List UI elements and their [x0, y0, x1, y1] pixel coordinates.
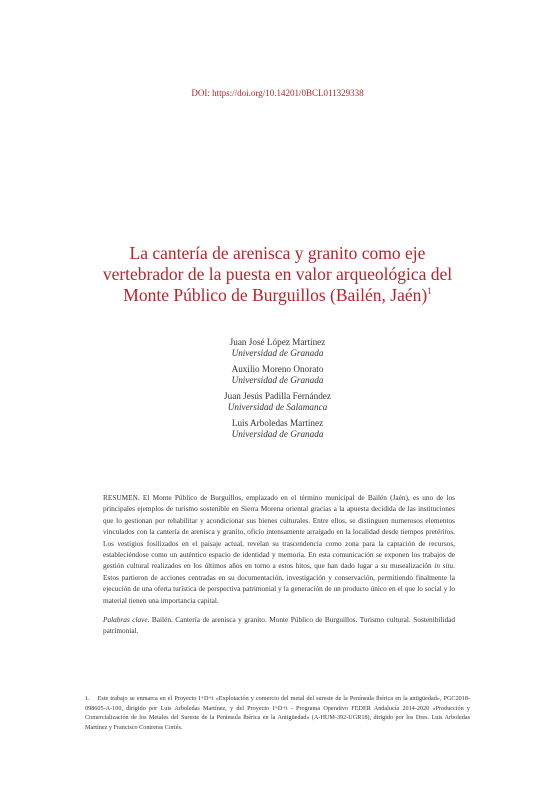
keywords-text: . Bailén. Cantería de arenisca y granito. Monte Público de Burguillos. Turismo cultural. Sostenibilidad patrimonial. — [103, 615, 455, 636]
abstract-italic-term: in situ — [434, 561, 454, 571]
abstract — [103, 492, 455, 606]
abstract-text-part2: . Estos partieron de acciones centradas en su documentación, investigación y conservación, permitiendo finalmente la ejecución de una oferta turística de perspectiva patrimonial y la generación de un producto único en el que lo social y lo material tienen una importancia capital. — [103, 561, 455, 605]
paper-title — [90, 243, 465, 306]
abstract-text-part1: RESUMEN. El Monte Público de Burguillos, emplazado en el término municipal de Bailén (Jaén), es uno de los principales ejemplos de turismo sostenible en Sierra Morena oriental gracias a la apuesta decidida de las instituciones que lo gestionan por rehabilitar y acondicionar sus bienes culturales. Entre ellos, se distinguen numerosos elementos vinculados con la cantería de arenisca y granito, oficio intensamente arraigado en la localidad desde tiempos pretéritos. Los vestigios fosilizados en el paisaje actual, revelan su trascendencia como zona para la captación de recursos, estableciéndose como un auténtico espacio de identidad y memoria. En esta comunicación se exponen los trabajos de gestión cultural realizados en los últimos años en torno a estos hitos, que han dado lugar a su musealización — [103, 493, 455, 571]
author-entry — [0, 391, 555, 413]
author-name: Luis Arboledas Martínez — [231, 418, 324, 428]
author-affiliation: Universidad de Granada — [231, 348, 324, 358]
author-name: Juan José López Martínez — [229, 337, 326, 347]
title-footnote-mark[interactable]: 1 — [427, 286, 432, 297]
author-entry — [0, 364, 555, 386]
keywords — [103, 614, 455, 637]
author-entry — [0, 418, 555, 440]
footnote — [85, 694, 470, 732]
keywords-label: Palabras clave — [103, 615, 148, 624]
author-list — [0, 337, 555, 445]
paper-title-text: La cantería de arenisca y granito como eje vertebrador de la puesta en valor arqueológica del Monte Público de Burguillos (Bailén, Jaén) — [102, 243, 453, 305]
author-affiliation: Universidad de Granada — [231, 429, 324, 439]
author-name: Juan Jesús Padilla Fernández — [224, 391, 331, 401]
doi-link[interactable]: DOI: https://doi.org/10.14201/0BCL011329338 — [191, 88, 364, 98]
footnote-text: Este trabajo se enmarca en el Proyecto I+D+i «Explotación y comercio del metal del sureste de la Península Ibérica en la antigüedad», PGC2018-098605-A-100, dirigido por Luis Arboledas Martínez, y del Proyecto I+D+i - Programa Operativo FEDER Andalucía 2014-2020 «Producción y Comercialización de los Metales del Sureste de la Península Ibérica en la Antigüedad» (A-HUM-392-UGR18), dirigido por los Dres. Luis Arboledas Martínez y Francisco Contreras Cortés. — [85, 695, 470, 731]
author-affiliation: Universidad de Salamanca — [227, 402, 328, 412]
author-affiliation: Universidad de Granada — [231, 375, 324, 385]
author-entry — [0, 337, 555, 359]
footnote-number: 1. — [85, 695, 90, 702]
author-name: Auxilio Moreno Onorato — [231, 364, 324, 374]
